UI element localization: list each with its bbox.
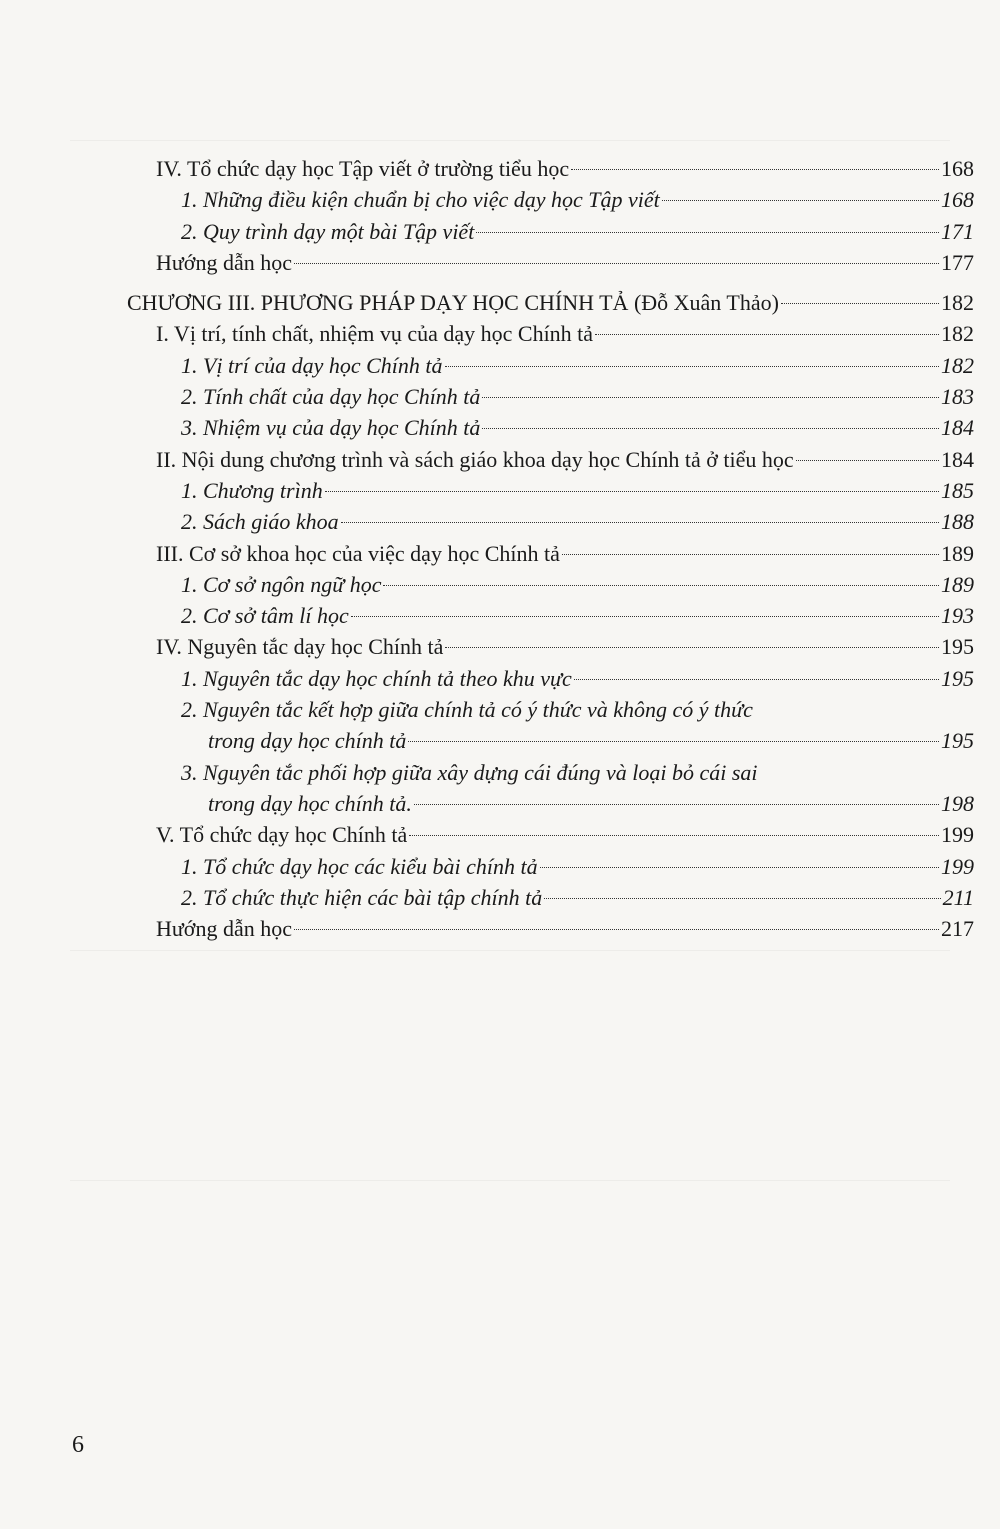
toc-leader-dots [482, 397, 939, 398]
toc-leader-dots [341, 522, 939, 523]
toc-entry-page: 182 [941, 352, 974, 378]
table-of-contents [0, 153, 1000, 944]
toc-entry-title: 1. Tổ chức dạy học các kiểu bài chính tả [181, 853, 538, 879]
toc-entry [0, 913, 1000, 944]
toc-entry [0, 247, 1000, 278]
toc-leader-dots [595, 334, 939, 335]
toc-entry [0, 153, 1000, 184]
toc-entry [0, 444, 1000, 475]
toc-entry-page: 211 [942, 884, 974, 910]
toc-entry [0, 819, 1000, 850]
toc-entry [0, 475, 1000, 506]
toc-leader-dots [781, 303, 939, 304]
toc-entry-title: 2. Cơ sở tâm lí học [181, 603, 349, 629]
toc-entry-title: IV. Tổ chức dạy học Tập viết ở trường tiểu học [156, 156, 570, 181]
toc-leader-dots [351, 616, 939, 617]
toc-leader-dots [562, 554, 939, 555]
toc-leader-dots [414, 804, 939, 805]
toc-leader-dots [445, 647, 939, 648]
toc-entry-page: 168 [941, 156, 974, 181]
toc-entry-title: 2. Tính chất của dạy học Chính tả [181, 384, 481, 410]
toc-entry-title: I. Vị trí, tính chất, nhiệm vụ của dạy học Chính tả [156, 321, 594, 347]
page-number: 6 [72, 1432, 84, 1458]
toc-leader-dots [294, 263, 939, 264]
toc-entry-title: 3. Nguyên tắc phối hợp giữa xây dựng cái đúng và loại bỏ cái sai [181, 759, 758, 785]
toc-entry [0, 287, 1000, 318]
toc-entry-page: 195 [941, 634, 974, 660]
toc-entry-page: 217 [941, 916, 974, 942]
toc-leader-dots [544, 898, 940, 899]
toc-entry [0, 412, 1000, 443]
toc-entry [0, 600, 1000, 631]
toc-entry-page: 184 [941, 415, 974, 441]
toc-entry-title: 1. Vị trí của dạy học Chính tả [181, 352, 443, 378]
toc-leader-dots [574, 679, 939, 680]
toc-entry-page: 193 [941, 603, 974, 629]
toc-entry-title: IV. Nguyên tắc dạy học Chính tả [156, 634, 444, 660]
toc-entry-page: 185 [941, 477, 974, 503]
toc-entry [0, 851, 1000, 882]
toc-entry-title: 2. Sách giáo khoa [181, 509, 339, 535]
toc-entry-page: 195 [941, 665, 974, 691]
toc-entry [0, 216, 1000, 247]
toc-entry [0, 184, 1000, 215]
toc-entry [0, 350, 1000, 381]
toc-entry-title: trong dạy học chính tả [208, 728, 407, 754]
toc-entry [0, 381, 1000, 412]
toc-entry [0, 506, 1000, 537]
toc-entry-page: 184 [941, 446, 974, 472]
toc-leader-dots [796, 460, 939, 461]
toc-entry-title: 1. Chương trình [181, 477, 323, 503]
toc-entry-page: 189 [941, 540, 974, 566]
toc-entry-page: 168 [941, 187, 974, 213]
toc-entry-title: 3. Nhiệm vụ của dạy học Chính tả [181, 415, 481, 441]
toc-entry-title: Hướng dẫn học [156, 249, 292, 275]
toc-entry [0, 569, 1000, 600]
toc-entry [0, 631, 1000, 662]
toc-entry [0, 882, 1000, 913]
toc-leader-dots [408, 741, 939, 742]
toc-entry-title: Hướng dẫn học [156, 916, 292, 942]
toc-leader-dots [476, 232, 939, 233]
toc-entry [0, 788, 1000, 819]
toc-entry [0, 663, 1000, 694]
toc-leader-dots [383, 585, 939, 586]
toc-entry [0, 757, 1000, 788]
toc-entry-title: II. Nội dung chương trình và sách giáo khoa dạy học Chính tả ở tiểu học [156, 446, 794, 472]
toc-entry-title: 2. Nguyên tắc kết hợp giữa chính tả có ý thức và không có ý thức [181, 697, 753, 723]
toc-entry-title: 2. Quy trình dạy một bài Tập viết [181, 218, 475, 244]
toc-leader-dots [294, 929, 939, 930]
toc-entry-page: 171 [941, 218, 974, 244]
toc-entry-title: 1. Những điều kiện chuẩn bị cho việc dạy học Tập viết [181, 187, 660, 213]
toc-entry-title: V. Tổ chức dạy học Chính tả [156, 822, 408, 848]
toc-entry-page: 195 [941, 728, 974, 754]
toc-entry-page: 199 [941, 853, 974, 879]
toc-leader-dots [445, 366, 939, 367]
toc-entry-page: 189 [941, 571, 974, 597]
toc-entry-page: 182 [941, 290, 974, 316]
toc-leader-dots [325, 491, 939, 492]
toc-entry [0, 318, 1000, 349]
toc-entry-page: 177 [941, 249, 974, 275]
toc-leader-dots [409, 835, 939, 836]
toc-entry-page: 188 [941, 509, 974, 535]
toc-entry-title: III. Cơ sở khoa học của việc dạy học Chính tả [156, 540, 560, 566]
toc-entry-page: 199 [941, 822, 974, 848]
toc-leader-dots [482, 428, 939, 429]
toc-leader-dots [540, 867, 939, 868]
toc-entry [0, 538, 1000, 569]
toc-entry-page: 182 [941, 321, 974, 347]
toc-entry [0, 725, 1000, 756]
toc-entry-page: 198 [941, 790, 974, 816]
toc-leader-dots [662, 200, 939, 201]
toc-entry-title: 1. Nguyên tắc dạy học chính tả theo khu vực [181, 665, 572, 691]
toc-leader-dots [571, 169, 939, 170]
toc-entry [0, 694, 1000, 725]
toc-entry-title: trong dạy học chính tả. [208, 790, 412, 816]
toc-entry-page: 183 [941, 384, 974, 410]
toc-entry-title: CHƯƠNG III. PHƯƠNG PHÁP DẠY HỌC CHÍNH TẢ (Đỗ Xuân Thảo) [127, 290, 779, 316]
toc-entry-title: 1. Cơ sở ngôn ngữ học [181, 571, 382, 597]
toc-entry-title: 2. Tổ chức thực hiện các bài tập chính tả [181, 884, 543, 910]
